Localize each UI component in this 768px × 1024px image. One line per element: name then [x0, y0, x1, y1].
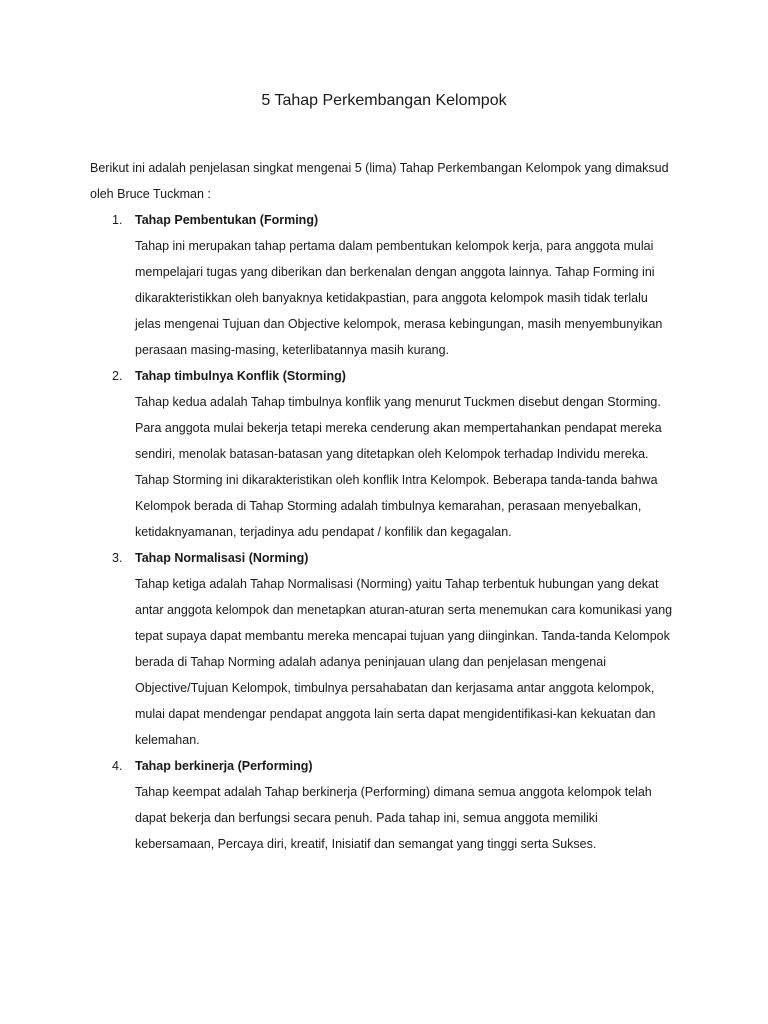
list-item — [90, 363, 690, 545]
item-body: Tahap kedua adalah Tahap timbulnya konflik yang menurut Tuckmen disebut dengan Storming. Para anggota mulai bekerja tetapi mereka cenderung akan mempertahankan pendapat mereka sendiri, menolak batasan-batasan yang ditetapkan oleh Kelompok terhadap Individu mereka. Tahap Storming ini dikarakteristikan oleh konflik Intra Kelompok. Beberapa tanda-tanda bahwa Kelompok berada di Tahap Storming adalah timbulnya kemarahan, perasaan menyebalkan, ketidaknyamanan, terjadinya adu pendapat / konfilik dan kegagalan. — [135, 395, 662, 539]
item-number: 3. — [112, 551, 123, 565]
item-body: Tahap keempat adalah Tahap berkinerja (Performing) dimana semua anggota kelompok telah dapat bekerja dan berfungsi secara penuh. Pada tahap ini, semua anggota memiliki kebersamaan, Percaya diri, kreatif, Inisiatif dan semangat yang tinggi serta Sukses. — [135, 785, 652, 851]
item-number: 2. — [112, 369, 123, 383]
list-item — [90, 207, 690, 363]
list-item — [90, 753, 690, 857]
item-number: 4. — [112, 759, 123, 773]
item-number: 1. — [112, 213, 123, 227]
item-heading: Tahap Normalisasi (Norming) — [135, 551, 309, 565]
list-item — [90, 545, 690, 753]
stages-list — [90, 207, 690, 857]
item-heading: Tahap timbulnya Konflik (Storming) — [135, 369, 346, 383]
item-heading: Tahap Pembentukan (Forming) — [135, 213, 319, 227]
item-body: Tahap ketiga adalah Tahap Normalisasi (Norming) yaitu Tahap terbentuk hubungan yang dekat antar anggota kelompok dan menetapkan aturan-aturan serta menemukan cara komunikasi yang tepat supaya dapat membantu mereka mencapai tujuan yang diinginkan. Tanda-tanda Kelompok berada di Tahap Norming adalah adanya peninjauan ulang dan penjelasan mengenai Objective/Tujuan Kelompok, timbulnya persahabatan dan kerjasama antar anggota kelompok, mulai dapat mendengar pendapat anggota lain serta dapat mengidentifikasi-kan kekuatan dan kelemahan. — [135, 577, 673, 747]
intro-paragraph: Berikut ini adalah penjelasan singkat mengenai 5 (lima) Tahap Perkembangan Kelompok yang dimaksud oleh Bruce Tuckman : — [90, 161, 669, 201]
item-heading: Tahap berkinerja (Performing) — [135, 759, 313, 773]
item-body: Tahap ini merupakan tahap pertama dalam pembentukan kelompok kerja, para anggota mulai mempelajari tugas yang diberikan dan berkenalan dengan anggota lainnya. Tahap Forming ini dikarakteristikkan oleh banyaknya ketidakpastian, para anggota kelompok masih tidak terlalu jelas mengenai Tujuan dan Objective kelompok, merasa kebingungan, masih menyembunyikan perasaan masing-masing, keterlibatannya masih kurang. — [135, 239, 663, 357]
document-title: 5 Tahap Perkembangan Kelompok — [261, 92, 507, 109]
